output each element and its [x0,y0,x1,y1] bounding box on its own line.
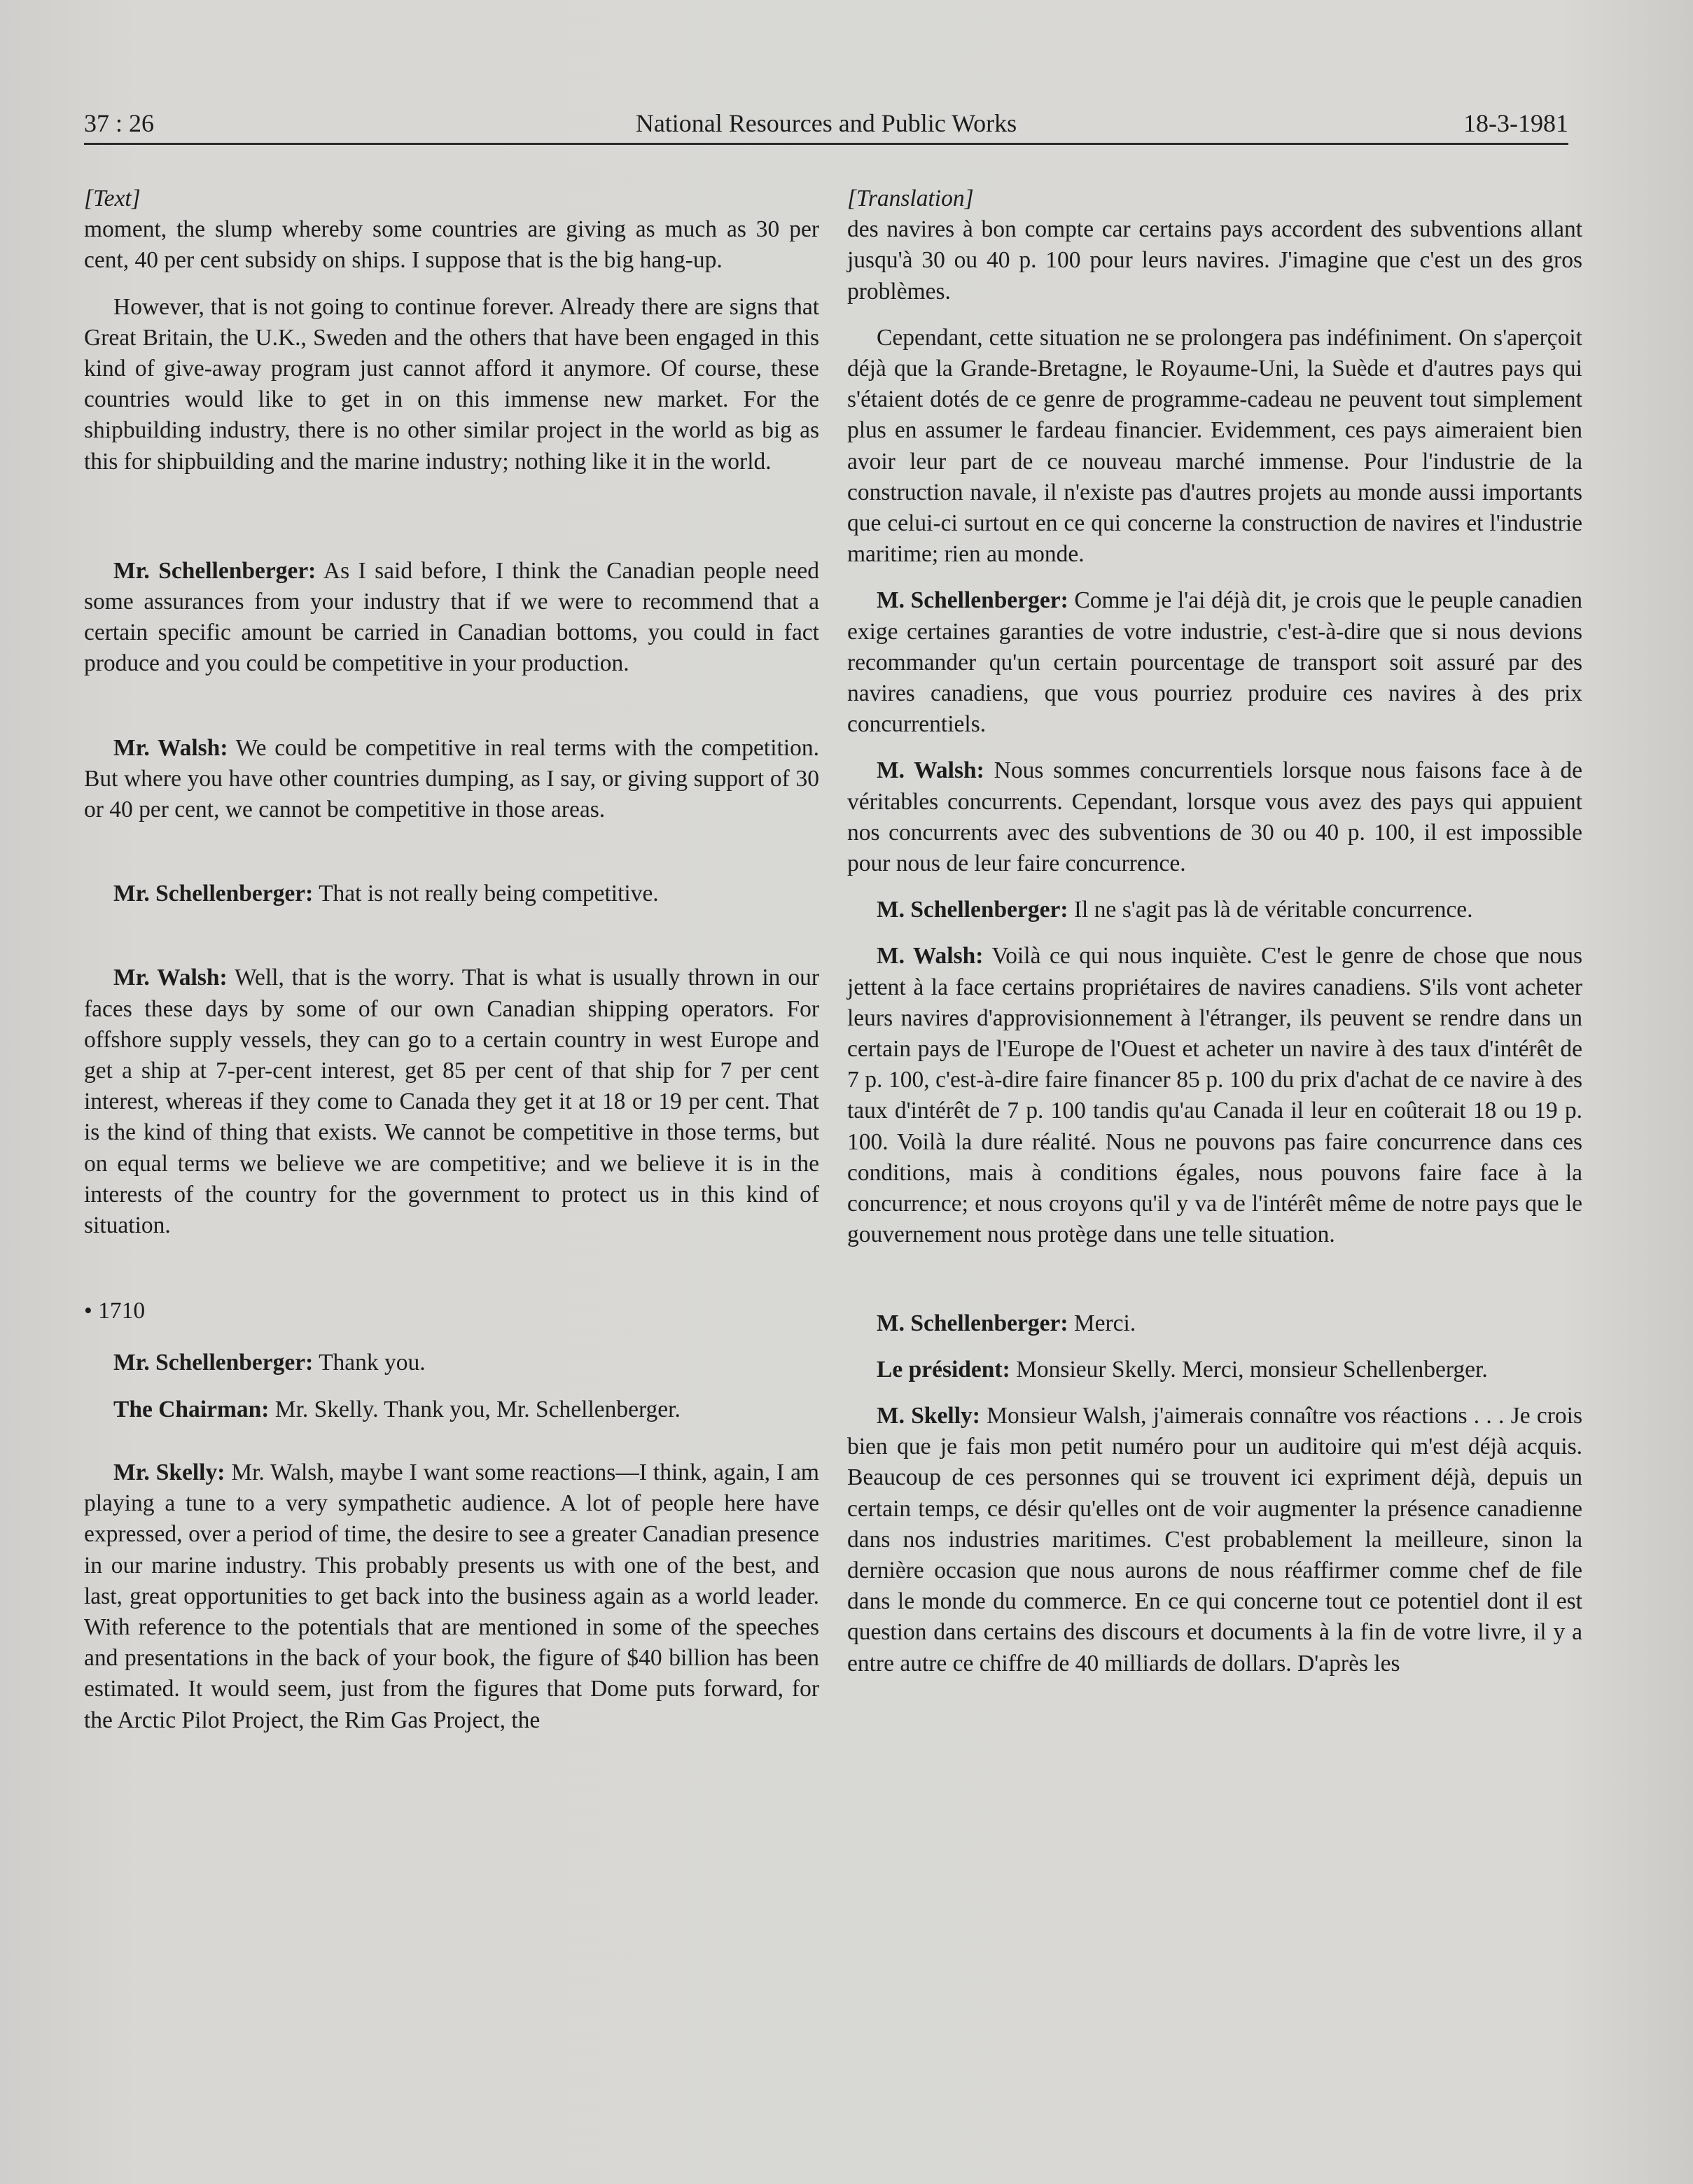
speech-paragraph [847,1401,1582,1679]
paragraph: Cependant, cette situation ne se prolongera pas indéfiniment. On s'aperçoit déjà que la Grande-Bretagne, le Royaume-Uni, la Suède et d'autres pays qui s'étaient dotés de ce genre de programme-cadeau ne peuvent tout simplement plus en assumer le fardeau financier. Evidemment, ces pays aimeraient bien avoir leur part de ce nouveau marché immense. Pour l'industrie de la construction navale, il n'existe pas d'autres projets au monde aussi importants que celui-ci surtout en ce qui concerne la construction de navires et l'industrie maritime; rien au monde. [847,324,1582,568]
speech-text: We could be competitive in real terms with the competition. But where you have other countries dumping, as I say, or giving support of 30 or 40 per cent, we cannot be competitive in those areas. [84,734,819,823]
speaker-name: The Chairman: [113,1396,270,1422]
speaker-name: Mr. Schellenberger: [113,881,314,907]
text-label: [Text] [84,186,141,211]
speech-text: Merci. [1068,1310,1136,1336]
speech-text: Il ne s'agit pas là de véritable concurrence. [1068,897,1473,923]
speech-paragraph [847,755,1582,879]
speaker-name: M. Schellenberger: [877,1310,1068,1336]
running-header [84,104,1568,145]
speaker-name: Mr. Skelly: [113,1459,225,1485]
speech-paragraph [84,556,819,680]
speech-text: As I said before, I think the Canadian people need some assurances from your industry that if we were to recommend that a certain specific amount be carried in Canadian bottoms, you could in fact produce and you could be competitive in your production. [84,557,819,677]
translation-label: [Translation] [847,186,974,211]
speaker-name: M. Skelly: [877,1402,980,1429]
page-title: National Resources and Public Works [635,109,1017,137]
speech-paragraph [847,895,1582,925]
speech-text: Thank you. [313,1350,426,1376]
speaker-name: M. Walsh: [877,943,984,969]
speech-text: Nous sommes concurrentiels lorsque nous faisons face à de véritables concurrents. Cependant, lorsque vous avez des pays qui appuient nos concurrents avec des subventions de 30 ou 40 p. 100, il est impossible pour nous de leur faire concurrence. [847,757,1582,877]
speaker-name: Le président: [877,1356,1010,1382]
speech-paragraph [847,941,1582,1250]
speech-paragraph [847,1354,1582,1385]
speech-paragraph [84,962,819,1241]
time-marker: • 1710 [84,1298,146,1324]
english-column [84,183,819,1736]
speech-text: That is not really being competitive. [313,881,659,907]
speech-text: Well, that is the worry. That is what is usually thrown in our faces these days by some of our own Canadian shipping operators. For offshore supply vessels, they can go to a certain country in west Europe and get a ship at 7-per-cent interest, get 85 per cent of that ship for 7 per cent interest, whereas if they come to Canada they get it at 18 or 19 per cent. That is the kind of thing that exists. We cannot be competitive in those terms, but on equal terms we believe we are competitive; and we believe it is in the interests of the country for the government to protect us in this kind of situation. [84,965,819,1239]
french-column [847,183,1582,1679]
speech-text: Monsieur Skelly. Merci, monsieur Schellenberger. [1010,1356,1488,1382]
page-number: 37 : 26 [84,109,155,137]
speech-paragraph [847,585,1582,740]
paragraph: des navires à bon compte car certains pays accordent des subventions allant jusqu'à 30 ou 40 p. 100 pour leurs navires. J'imagine que c'est un des gros problèmes. [847,216,1582,304]
speech-text: Monsieur Walsh, j'aimerais connaître vos réactions . . . Je crois bien que je fais mon petit numéro pour un auditoire qui m'est déjà acquis. Beaucoup de ces personnes qui se trouvent ici expriment déjà, depuis un certain temps, ce désir qu'elles ont de voir augmenter la présence canadienne dans nos industries maritimes. C'est probablement la meilleure, sinon la dernière occasion que nous aurons de nous réaffirmer comme chef de file dans le monde du commerce. En ce qui concerne tout ce potentiel dont il est question dans certains des discours et documents à la fin de votre livre, il y a entre autre ce chiffre de 40 milliards de dollars. D'après les [847,1402,1582,1676]
speaker-name: M. Walsh: [877,757,984,784]
speech-paragraph [84,733,819,826]
speaker-name: M. Schellenberger: [877,587,1068,614]
speaker-name: Mr. Walsh: [113,965,228,991]
speech-text: Mr. Walsh, maybe I want some reactions—I think, again, I am playing a tune to a very sympathetic audience. A lot of people here have expressed, over a period of time, the desire to see a greater Canadian presence in our marine industry. This probably presents us with one of the best, and last, great opportunities to get back into the business again as a world leader. With reference to the potentials that are mentioned in some of the speeches and presentations in the back of your book, the figure of $40 billion has been estimated. It would seem, just from the figures that Dome puts forward, for the Arctic Pilot Project, the Rim Gas Project, the [84,1459,819,1733]
speech-paragraph [84,1348,819,1378]
speech-paragraph [84,1394,819,1425]
speech-text: Voilà ce qui nous inquiète. C'est le genre de chose que nous jettent à la face certains propriétaires de navires canadiens. S'ils vont acheter leurs navires d'approvisionnement à l'étranger, ils peuvent se rendre dans un certain pays de l'Europe de l'Ouest et acheter un navire à des taux d'intérêt de 7 p. 100, c'est-à-dire faire financer 85 p. 100 du prix d'achat de ce navire à des taux d'intérêt de 7 p. 100 tandis qu'au Canada il leur en coûterait 18 ou 19 p. 100. Voilà la dure réalité. Nous ne pouvons pas faire concurrence dans ces conditions, mais à conditions égales, nous pouvons faire face à la concurrence; et nous croyons qu'il y va de l'intérêt même de notre pays que le gouvernement nous protège dans une telle situation. [847,943,1583,1248]
paragraph: moment, the slump whereby some countries are giving as much as 30 per cent, 40 per cent subsidy on ships. I suppose that is the big hang-up. [84,216,819,274]
speech-paragraph [847,1308,1582,1339]
speech-paragraph [84,878,819,909]
speech-text: Comme je l'ai déjà dit, je crois que le peuple canadien exige certaines garanties de votre industrie, c'est-à-dire que si nous devions recommander qu'un certain pourcentage de transport soit assuré par des navires canadiens, que vous pourriez produire ces navires à des prix concurrentiels. [847,587,1583,738]
speech-paragraph [84,1457,819,1736]
speaker-name: Mr. Schellenberger: [113,557,316,584]
speech-text: Mr. Skelly. Thank you, Mr. Schellenberger. [269,1396,681,1422]
header-date: 18-3-1981 [1463,109,1568,137]
paragraph: However, that is not going to continue forever. Already there are signs that Great Britain, the U.K., Sweden and the others that have been engaged in this kind of give-away program just cannot afford it anymore. Of course, these countries would like to get in on this immense new market. For the shipbuilding industry, there is no other similar project in the world as big as this for shipbuilding and the marine industry; nothing like it in the world. [84,293,819,475]
speaker-name: Mr. Walsh: [113,734,228,761]
speaker-name: M. Schellenberger: [877,897,1068,923]
speaker-name: Mr. Schellenberger: [113,1350,314,1376]
